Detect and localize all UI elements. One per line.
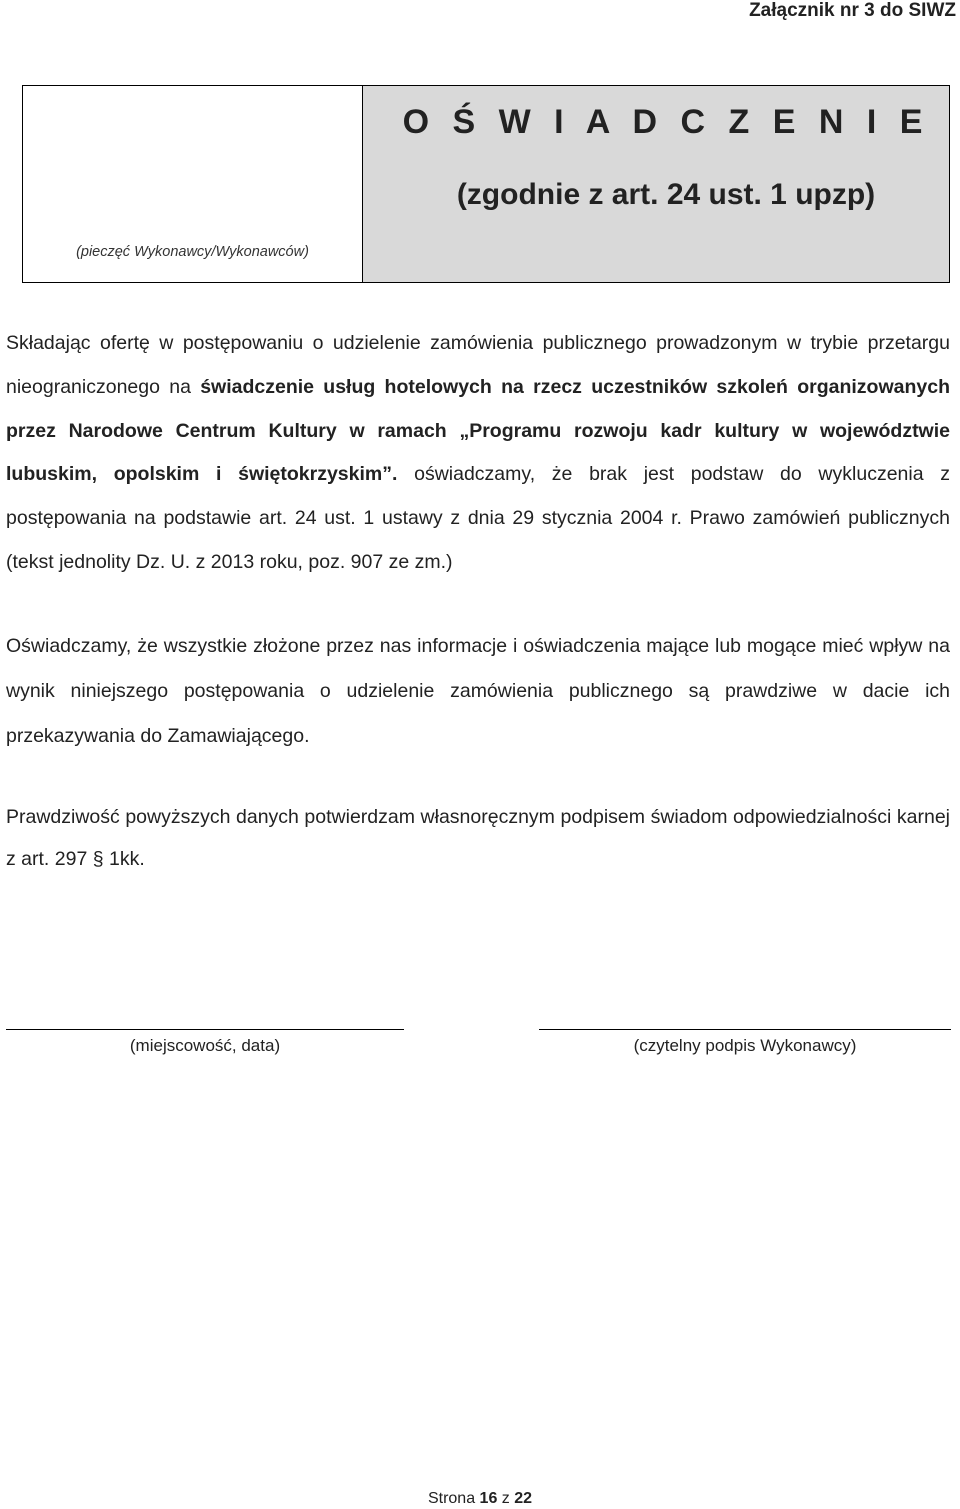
footer-prefix: Strona: [427, 1490, 476, 1507]
service-description: świadczenie usług hotelowych na rzecz uczestników szkoleń organizowanych przez Narodowe Centrum Kultury w ramach „Programu rozwoju kadr kultury w województwie lubuskim, opolskim i świętokrzyskim”.: [6, 375, 950, 486]
title-cell: [363, 86, 949, 282]
attachment-label: Załącznik nr 3 do SIWZ: [749, 0, 956, 21]
place-date-line: [6, 1029, 404, 1030]
stamp-cell: [23, 86, 363, 282]
header-box: [22, 85, 950, 283]
page-footer: [0, 1490, 960, 1508]
place-date-caption: (miejscowość, data): [129, 1036, 281, 1055]
stamp-caption: (pieczęć Wykonawcy/Wykonawców): [76, 244, 309, 260]
document-subtitle: (zgodnie z art. 24 ust. 1 upzp): [456, 178, 876, 211]
declaration-paragraph: [6, 322, 950, 585]
liability-paragraph: Prawdziwość powyższych danych potwierdzam własnoręcznym podpisem świadom odpowiedzialności karnej z art. 297 § 1kk.: [6, 806, 950, 870]
declaration-rest: oświadczamy, że brak jest podstaw do wykluczenia z postępowania na podstawie art. 24 ust. 1 ustawy z dnia 29 stycznia 2004 r. Prawo zamówień publicznych (tekst jednolity Dz. U. z 2013 roku, poz. 907 ze zm.): [6, 463, 951, 573]
signature-line: [539, 1029, 951, 1030]
signature-caption: (czytelny podpis Wykonawcy): [633, 1036, 857, 1055]
document-title: O Ś W I A D C Z E N I E: [402, 103, 930, 141]
page-total: 22: [514, 1490, 533, 1507]
declaration-intro: Składając ofertę w postępowaniu o udzielenie zamówienia publicznego prowadzonym w trybie przetargu nieograniczonego na: [6, 332, 950, 398]
footer-of: z: [501, 1490, 510, 1507]
truthfulness-paragraph: Oświadczamy, że wszystkie złożone przez nas informacje i oświadczenia mające lub mogące mieć wpływ na wynik niniejszego postępowania o udzielenie zamówienia publicznego są prawdziwe w dacie ich przekazywania do Zamawiającego.: [6, 635, 950, 747]
page-number: 16: [479, 1490, 498, 1507]
